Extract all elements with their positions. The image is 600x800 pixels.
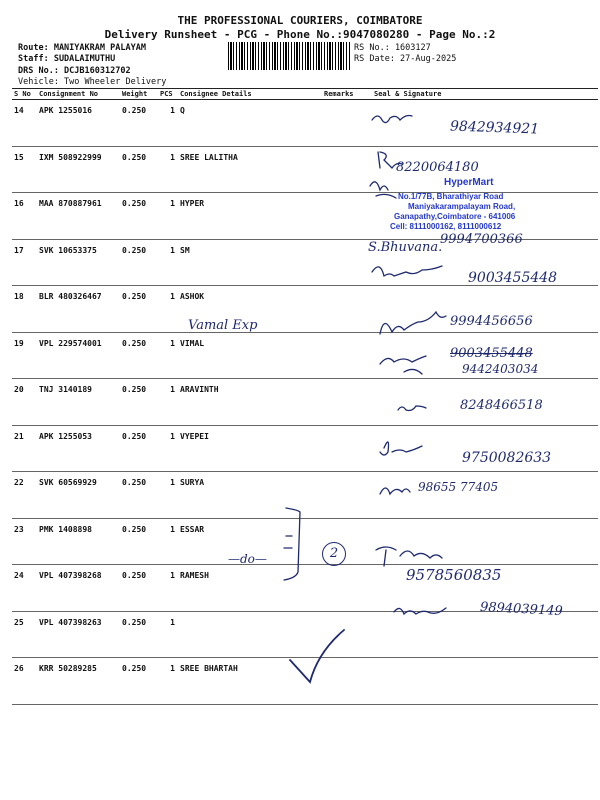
consignment-cell: TNJ 3140189 [37, 379, 120, 426]
seal-cell [372, 611, 598, 658]
handwritten-phone-25: 9578560835 [406, 566, 502, 584]
barcode [228, 42, 350, 70]
remarks-cell [322, 332, 372, 379]
rs-date: RS Date: 27-Aug-2025 [354, 54, 457, 64]
handwritten-phone-18: 9003455448 [468, 270, 558, 286]
pcs-cell: 1 [158, 658, 178, 705]
consignee-cell: SREE LALITHA [178, 146, 322, 193]
col-sno: S No [12, 89, 37, 100]
weight-cell: 0.250 [120, 239, 158, 286]
pcs-cell: 1 [158, 100, 178, 147]
weight-cell: 0.250 [120, 379, 158, 426]
remarks-cell [322, 611, 372, 658]
pcs-cell: 1 [158, 425, 178, 472]
sno-cell: 14 [12, 100, 37, 147]
weight-cell: 0.250 [120, 658, 158, 705]
weight-cell: 0.250 [120, 146, 158, 193]
sno-cell: 18 [12, 286, 37, 333]
consignee-cell: Q [178, 100, 322, 147]
consignment-cell: PMK 1408898 [37, 518, 120, 565]
consignment-cell: APK 1255016 [37, 100, 120, 147]
weight-cell: 0.250 [120, 193, 158, 240]
vehicle-label: Vehicle: Two Wheeler Delivery [18, 77, 167, 87]
handwritten-phone-14: 9842934921 [449, 118, 540, 138]
sno-cell: 20 [12, 379, 37, 426]
col-consignee: Consignee Details [178, 89, 322, 100]
sno-cell: 17 [12, 239, 37, 286]
consignee-cell: ESSAR [178, 518, 322, 565]
consignment-cell: VPL 407398268 [37, 565, 120, 612]
handwritten-phone-15: 8220064180 [396, 160, 479, 175]
sno-cell: 25 [12, 611, 37, 658]
runsheet-subtitle: Delivery Runsheet - PCG - Phone No.:9047080280 - Page No.:2 [104, 28, 496, 41]
col-consignment: Consignment No [37, 89, 120, 100]
handwritten-phone-23: 98655 77405 [418, 480, 499, 494]
pcs-cell: 1 [158, 286, 178, 333]
seal-cell [372, 472, 598, 519]
staff-label: Staff: SUDALAIMUTHU [18, 54, 116, 64]
weight-cell: 0.250 [120, 332, 158, 379]
table-row [12, 472, 598, 519]
remarks-cell [322, 565, 372, 612]
sno-cell: 19 [12, 332, 37, 379]
stamp-address-1: No.1/77B, Bharathiyar Road [398, 192, 504, 201]
route-label: Route: MANIYAKRAM PALAYAM [18, 43, 146, 53]
handwritten-circle-25: 2 [322, 542, 346, 566]
col-weight: Weight [120, 89, 158, 100]
weight-cell: 0.250 [120, 611, 158, 658]
sno-cell: 16 [12, 193, 37, 240]
handwritten-phone-21: 8248466518 [460, 398, 543, 413]
rs-number: RS No.: 1603127 [354, 43, 431, 53]
table-header-row [12, 89, 598, 100]
handwritten-phone-19: 9994456656 [450, 314, 533, 329]
consignment-cell: IXM 508922999 [37, 146, 120, 193]
stamp-address-2: Maniyakarampalayam Road, [408, 202, 516, 211]
weight-cell: 0.250 [120, 472, 158, 519]
handwritten-phone-26: 9894039149 [479, 599, 564, 620]
sno-cell: 23 [12, 518, 37, 565]
remarks-cell [322, 658, 372, 705]
weight-cell: 0.250 [120, 286, 158, 333]
consignment-cell: KRR 50289285 [37, 658, 120, 705]
handwritten-phone-17: 9994700366 [440, 232, 523, 247]
handwritten-phone-20: 9003455448 [450, 346, 533, 361]
remarks-cell [322, 425, 372, 472]
sno-cell: 26 [12, 658, 37, 705]
consignee-cell: ARAVINTH [178, 379, 322, 426]
handwritten-name-17: S.Bhuvana. [368, 240, 443, 255]
col-pcs: PCS [158, 89, 178, 100]
consignee-cell [178, 611, 322, 658]
consignment-cell: SVK 10653375 [37, 239, 120, 286]
remarks-cell [322, 239, 372, 286]
weight-cell: 0.250 [120, 518, 158, 565]
consignment-cell: BLR 480326467 [37, 286, 120, 333]
consignment-cell: VPL 407398263 [37, 611, 120, 658]
sno-cell: 24 [12, 565, 37, 612]
weight-cell: 0.250 [120, 425, 158, 472]
remarks-cell [322, 472, 372, 519]
consignment-cell: VPL 229574001 [37, 332, 120, 379]
pcs-cell: 1 [158, 379, 178, 426]
sno-cell: 21 [12, 425, 37, 472]
table-row [12, 611, 598, 658]
pcs-cell: 1 [158, 193, 178, 240]
consignment-cell: SVK 60569929 [37, 472, 120, 519]
handwritten-phone-20b: 9442403034 [462, 362, 539, 376]
handwritten-remark-25: —do— [228, 552, 267, 566]
remarks-cell [322, 100, 372, 147]
consignee-cell: RAMESH [178, 565, 322, 612]
stamp-address-3: Ganapathy,Coimbatore - 641006 [394, 212, 516, 221]
pcs-cell: 1 [158, 472, 178, 519]
pcs-cell: 1 [158, 565, 178, 612]
consignee-cell: SURYA [178, 472, 322, 519]
weight-cell: 0.250 [120, 565, 158, 612]
handwritten-remark-19: Vamal Exp [188, 318, 258, 333]
remarks-cell [322, 193, 372, 240]
pcs-cell: 1 [158, 146, 178, 193]
pcs-cell: 1 [158, 239, 178, 286]
col-seal: Seal & Signature [372, 89, 598, 100]
table-row [12, 658, 598, 705]
seal-cell [372, 658, 598, 705]
remarks-cell [322, 379, 372, 426]
weight-cell: 0.250 [120, 100, 158, 147]
consignee-cell: SM [178, 239, 322, 286]
pcs-cell: 1 [158, 518, 178, 565]
consignment-cell: APK 1255053 [37, 425, 120, 472]
consignee-cell: SREE BHARTAH [178, 658, 322, 705]
consignee-cell: HYPER [178, 193, 322, 240]
stamp-brand: HyperMart [444, 177, 494, 188]
handwritten-phone-22: 9750082633 [462, 450, 552, 466]
stamp-phone: Cell: 8111000162, 8111000612 [390, 222, 502, 231]
consignment-cell: MAA 870887961 [37, 193, 120, 240]
hypermart-stamp [368, 178, 558, 238]
table-row [12, 518, 598, 565]
sno-cell: 15 [12, 146, 37, 193]
consignee-cell: VYEPEI [178, 425, 322, 472]
pcs-cell: 1 [158, 332, 178, 379]
consignee-cell: ASHOK [178, 286, 322, 333]
pcs-cell: 1 [158, 611, 178, 658]
consignee-cell: VIMAL [178, 332, 322, 379]
remarks-cell [322, 146, 372, 193]
drs-label: DRS No.: DCJB160312702 [18, 66, 131, 76]
sno-cell: 22 [12, 472, 37, 519]
remarks-cell [322, 286, 372, 333]
company-title: THE PROFESSIONAL COURIERS, COIMBATORE [177, 14, 423, 27]
seal-cell [372, 518, 598, 565]
col-remarks: Remarks [322, 89, 372, 100]
